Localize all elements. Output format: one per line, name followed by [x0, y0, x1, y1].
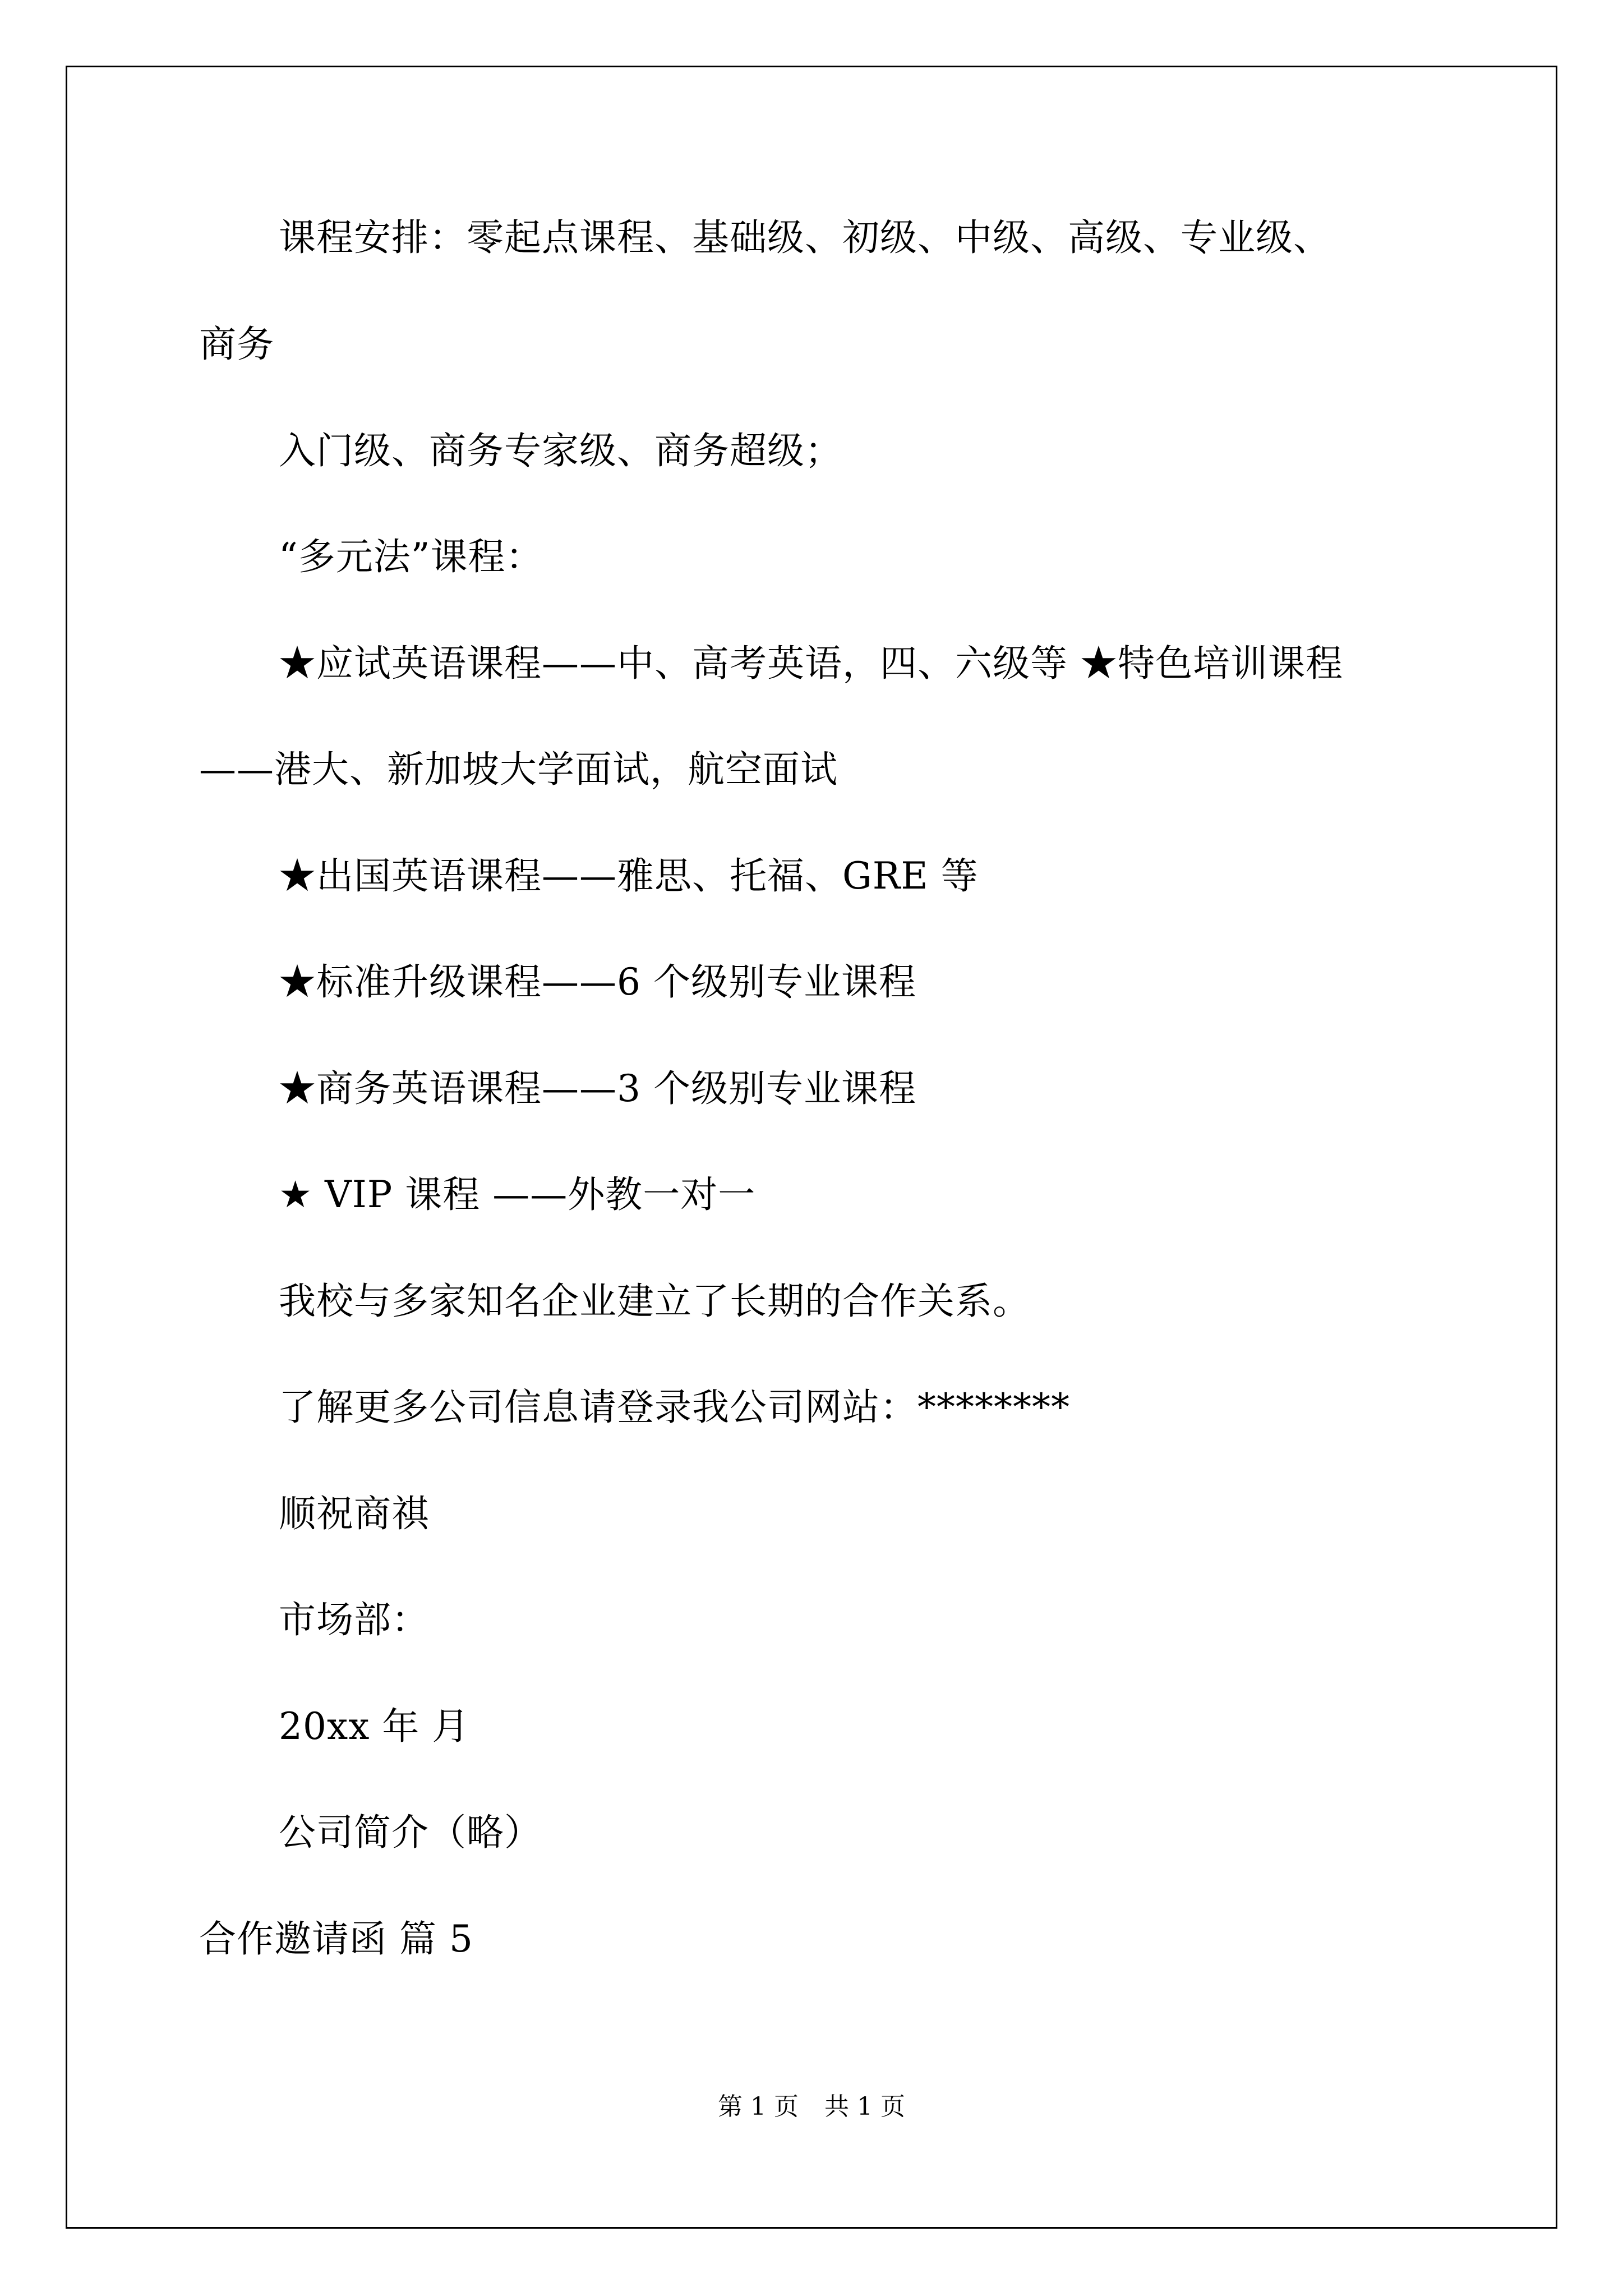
paragraph-line: ——港大、新加坡大学面试，航空面试	[199, 748, 838, 791]
page-frame	[66, 66, 1557, 2229]
paragraph-line: 我校与多家知名企业建立了长期的合作关系。	[279, 1280, 1030, 1323]
paragraph-line: 20xx 年 月	[279, 1705, 470, 1748]
paragraph-line: ★商务英语课程——3 个级别专业课程	[279, 1067, 916, 1110]
paragraph-line: 商务	[199, 323, 274, 366]
paragraph-line: ★应试英语课程——中、高考英语，四、六级等 ★特色培训课程	[279, 642, 1343, 685]
paragraph-line: 课程安排：零起点课程、基础级、初级、中级、高级、专业级、	[279, 216, 1331, 259]
page-total: 共 1 页	[824, 2092, 905, 2121]
paragraph-line: ★出国英语课程——雅思、托福、GRE 等	[279, 854, 979, 898]
section-heading: 合作邀请函 篇 5	[199, 1917, 473, 1961]
paragraph-line: 了解更多公司信息请登录我公司网站：********	[279, 1386, 1070, 1429]
paragraph-line: 公司简介（略）	[279, 1811, 542, 1854]
page-footer	[0, 2091, 1623, 2123]
page-number: 第 1 页	[718, 2092, 799, 2121]
paragraph-line: ★标准升级课程——6 个级别专业课程	[279, 960, 916, 1004]
paragraph-line: 市场部：	[279, 1598, 429, 1641]
paragraph-line: “多元法”课程：	[279, 535, 543, 578]
paragraph-line: 入门级、商务专家级、商务超级；	[279, 429, 842, 472]
paragraph-line: 顺祝商祺	[279, 1492, 429, 1535]
paragraph-line: ★ VIP 课程 ——外教一对一	[279, 1173, 756, 1216]
